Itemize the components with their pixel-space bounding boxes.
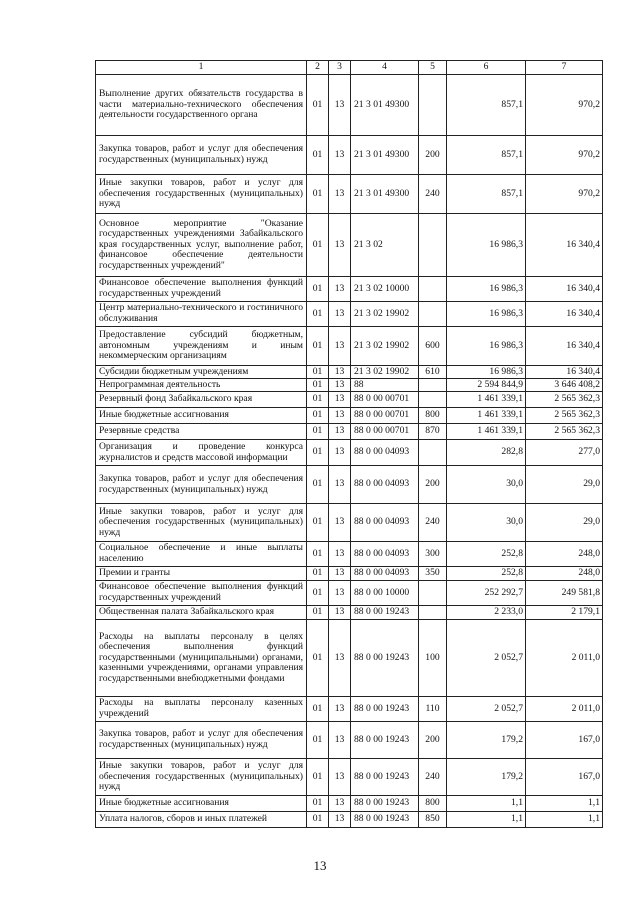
header-cell-7: 7 [526, 61, 603, 75]
row-target-code-cell: 21 3 02 19902 [351, 366, 419, 379]
table-row [96, 327, 603, 366]
row-target-code-cell: 88 0 00 19243 [351, 812, 419, 828]
row-amount-next-cell: 16 340,4 [526, 214, 603, 277]
table-body [96, 75, 603, 828]
row-amount-cell: 2 052,7 [447, 620, 526, 697]
row-amount-cell: 1,1 [447, 812, 526, 828]
row-section-cell: 01 [307, 466, 329, 504]
row-subsection-cell: 13 [329, 277, 351, 302]
row-section-cell: 01 [307, 75, 329, 136]
row-amount-next-cell: 16 340,4 [526, 327, 603, 366]
row-amount-cell: 1 461 339,1 [447, 408, 526, 424]
row-expense-type-cell: 350 [419, 567, 447, 581]
row-amount-next-cell: 16 340,4 [526, 366, 603, 379]
row-amount-next-cell: 16 340,4 [526, 277, 603, 302]
row-expense-type-cell: 300 [419, 542, 447, 567]
row-amount-cell: 252,8 [447, 542, 526, 567]
row-section-cell: 01 [307, 581, 329, 606]
row-subsection-cell: 13 [329, 392, 351, 408]
row-name-cell: Расходы на выплаты персоналу в целях обеспечения выполнения функций государственными (муниципальными) органами, казенными учреждениями, органами управления государственными внебюджетными фондами [96, 620, 307, 697]
row-expense-type-cell: 600 [419, 327, 447, 366]
row-amount-cell: 2 233,0 [447, 606, 526, 620]
table-row [96, 440, 603, 466]
row-target-code-cell: 88 [351, 379, 419, 392]
row-amount-cell: 30,0 [447, 466, 526, 504]
row-section-cell: 01 [307, 302, 329, 327]
row-subsection-cell: 13 [329, 466, 351, 504]
row-subsection-cell: 13 [329, 302, 351, 327]
row-subsection-cell: 13 [329, 424, 351, 440]
row-amount-cell: 2 594 844,9 [447, 379, 526, 392]
header-cell-6: 6 [447, 61, 526, 75]
row-expense-type-cell [419, 440, 447, 466]
row-expense-type-cell: 200 [419, 136, 447, 175]
row-subsection-cell: 13 [329, 175, 351, 214]
table-row [96, 542, 603, 567]
row-subsection-cell: 13 [329, 366, 351, 379]
row-amount-next-cell: 167,0 [526, 759, 603, 796]
row-target-code-cell: 88 0 00 04093 [351, 567, 419, 581]
row-name-cell: Непрограммная деятельность [96, 379, 307, 392]
row-name-cell: Иные закупки товаров, работ и услуг для обеспечения государственных (муниципальных) нужд [96, 175, 307, 214]
row-subsection-cell: 13 [329, 697, 351, 722]
table-row [96, 796, 603, 812]
row-subsection-cell: 13 [329, 136, 351, 175]
row-amount-cell: 16 986,3 [447, 302, 526, 327]
row-section-cell: 01 [307, 606, 329, 620]
row-name-cell: Иные закупки товаров, работ и услуг для обеспечения государственных (муниципальных) нужд [96, 504, 307, 542]
row-target-code-cell: 88 0 00 04093 [351, 440, 419, 466]
row-expense-type-cell [419, 302, 447, 327]
row-target-code-cell: 21 3 02 10000 [351, 277, 419, 302]
row-subsection-cell: 13 [329, 542, 351, 567]
row-expense-type-cell: 110 [419, 697, 447, 722]
row-name-cell: Общественная палата Забайкальского края [96, 606, 307, 620]
row-target-code-cell: 88 0 00 00701 [351, 408, 419, 424]
table-row [96, 504, 603, 542]
row-expense-type-cell: 240 [419, 175, 447, 214]
row-amount-next-cell: 29,0 [526, 504, 603, 542]
row-target-code-cell: 88 0 00 10000 [351, 581, 419, 606]
row-expense-type-cell [419, 379, 447, 392]
table-row [96, 408, 603, 424]
row-amount-cell: 252,8 [447, 567, 526, 581]
row-subsection-cell: 13 [329, 812, 351, 828]
row-amount-cell: 2 052,7 [447, 697, 526, 722]
row-target-code-cell: 88 0 00 19243 [351, 620, 419, 697]
row-expense-type-cell: 240 [419, 759, 447, 796]
row-amount-next-cell: 2 011,0 [526, 620, 603, 697]
row-amount-next-cell: 16 340,4 [526, 302, 603, 327]
row-section-cell: 01 [307, 542, 329, 567]
row-amount-cell: 1,1 [447, 796, 526, 812]
row-expense-type-cell: 100 [419, 620, 447, 697]
header-cell-1: 1 [96, 61, 307, 75]
table-row [96, 175, 603, 214]
row-amount-next-cell: 248,0 [526, 567, 603, 581]
row-amount-next-cell: 1,1 [526, 796, 603, 812]
row-amount-cell: 179,2 [447, 722, 526, 759]
row-name-cell: Закупка товаров, работ и услуг для обеспечения государственных (муниципальных) нужд [96, 466, 307, 504]
row-target-code-cell: 88 0 00 04093 [351, 504, 419, 542]
table-row [96, 366, 603, 379]
row-amount-next-cell: 2 011,0 [526, 697, 603, 722]
row-target-code-cell: 21 3 02 [351, 214, 419, 277]
row-expense-type-cell: 800 [419, 408, 447, 424]
row-expense-type-cell: 800 [419, 796, 447, 812]
row-amount-next-cell: 970,2 [526, 175, 603, 214]
table-row [96, 424, 603, 440]
row-name-cell: Организация и проведение конкурса журналистов и средств массовой информации [96, 440, 307, 466]
row-amount-next-cell: 2 179,1 [526, 606, 603, 620]
row-subsection-cell: 13 [329, 408, 351, 424]
row-expense-type-cell: 200 [419, 466, 447, 504]
table-row [96, 214, 603, 277]
row-name-cell: Основное мероприятие "Оказание государственных учреждениями Забайкальского края государственных услуг, выполнение работ, финансовое обеспечение деятельности государственных учреждений" [96, 214, 307, 277]
row-name-cell: Центр материально-технического и гостиничного обслуживания [96, 302, 307, 327]
row-name-cell: Финансовое обеспечение выполнения функций государственных учреждений [96, 277, 307, 302]
row-name-cell: Иные бюджетные ассигнования [96, 796, 307, 812]
table-row [96, 697, 603, 722]
row-expense-type-cell [419, 75, 447, 136]
table-row [96, 277, 603, 302]
row-name-cell: Резервные средства [96, 424, 307, 440]
row-expense-type-cell: 240 [419, 504, 447, 542]
row-name-cell: Финансовое обеспечение выполнения функций государственных учреждений [96, 581, 307, 606]
row-target-code-cell: 88 0 00 19243 [351, 796, 419, 812]
row-expense-type-cell: 200 [419, 722, 447, 759]
row-name-cell: Резервный фонд Забайкальского края [96, 392, 307, 408]
row-amount-next-cell: 1,1 [526, 812, 603, 828]
row-amount-next-cell: 2 565 362,3 [526, 408, 603, 424]
row-target-code-cell: 88 0 00 04093 [351, 542, 419, 567]
row-amount-cell: 1 461 339,1 [447, 424, 526, 440]
row-amount-cell: 16 986,3 [447, 366, 526, 379]
row-amount-next-cell: 167,0 [526, 722, 603, 759]
table-row [96, 606, 603, 620]
row-subsection-cell: 13 [329, 581, 351, 606]
row-name-cell: Уплата налогов, сборов и иных платежей [96, 812, 307, 828]
row-section-cell: 01 [307, 392, 329, 408]
row-name-cell: Иные закупки товаров, работ и услуг для обеспечения государственных (муниципальных) нужд [96, 759, 307, 796]
row-amount-next-cell: 970,2 [526, 75, 603, 136]
row-subsection-cell: 13 [329, 379, 351, 392]
row-section-cell: 01 [307, 440, 329, 466]
header-cell-3: 3 [329, 61, 351, 75]
row-amount-cell: 179,2 [447, 759, 526, 796]
row-section-cell: 01 [307, 327, 329, 366]
row-expense-type-cell [419, 392, 447, 408]
row-amount-next-cell: 248,0 [526, 542, 603, 567]
row-section-cell: 01 [307, 567, 329, 581]
row-amount-cell: 857,1 [447, 136, 526, 175]
row-section-cell: 01 [307, 408, 329, 424]
row-amount-cell: 252 292,7 [447, 581, 526, 606]
row-amount-cell: 857,1 [447, 175, 526, 214]
table-row [96, 581, 603, 606]
row-subsection-cell: 13 [329, 567, 351, 581]
row-section-cell: 01 [307, 812, 329, 828]
row-section-cell: 01 [307, 366, 329, 379]
table-row [96, 466, 603, 504]
row-amount-next-cell: 970,2 [526, 136, 603, 175]
row-section-cell: 01 [307, 175, 329, 214]
header-cell-4: 4 [351, 61, 419, 75]
row-target-code-cell: 88 0 00 19243 [351, 606, 419, 620]
row-section-cell: 01 [307, 620, 329, 697]
row-subsection-cell: 13 [329, 504, 351, 542]
header-row [96, 61, 603, 75]
row-target-code-cell: 88 0 00 04093 [351, 466, 419, 504]
row-target-code-cell: 88 0 00 19243 [351, 722, 419, 759]
header-cell-2: 2 [307, 61, 329, 75]
row-target-code-cell: 21 3 01 49300 [351, 136, 419, 175]
table-row [96, 379, 603, 392]
table-row [96, 722, 603, 759]
row-target-code-cell: 88 0 00 00701 [351, 392, 419, 408]
row-name-cell: Предоставление субсидий бюджетным, автономным учреждениям и иным некоммерческим организациям [96, 327, 307, 366]
row-section-cell: 01 [307, 424, 329, 440]
header-cell-5: 5 [419, 61, 447, 75]
row-target-code-cell: 88 0 00 00701 [351, 424, 419, 440]
row-expense-type-cell [419, 277, 447, 302]
row-name-cell: Расходы на выплаты персоналу казенных учреждений [96, 697, 307, 722]
table-row [96, 136, 603, 175]
row-expense-type-cell: 850 [419, 812, 447, 828]
row-target-code-cell: 21 3 02 19902 [351, 327, 419, 366]
row-section-cell: 01 [307, 722, 329, 759]
row-name-cell: Выполнение других обязательств государства в части материально-технического обеспечения деятельности государственного органа [96, 75, 307, 136]
row-subsection-cell: 13 [329, 620, 351, 697]
row-amount-next-cell: 249 581,8 [526, 581, 603, 606]
table-row [96, 75, 603, 136]
row-target-code-cell: 21 3 01 49300 [351, 175, 419, 214]
row-amount-cell: 282,8 [447, 440, 526, 466]
row-amount-next-cell: 277,0 [526, 440, 603, 466]
row-subsection-cell: 13 [329, 327, 351, 366]
row-section-cell: 01 [307, 136, 329, 175]
table-row [96, 759, 603, 796]
row-subsection-cell: 13 [329, 214, 351, 277]
row-amount-cell: 16 986,3 [447, 277, 526, 302]
row-expense-type-cell: 870 [419, 424, 447, 440]
row-target-code-cell: 88 0 00 19243 [351, 759, 419, 796]
row-subsection-cell: 13 [329, 606, 351, 620]
row-name-cell: Социальное обеспечение и иные выплаты населению [96, 542, 307, 567]
row-section-cell: 01 [307, 796, 329, 812]
row-name-cell: Закупка товаров, работ и услуг для обеспечения государственных (муниципальных) нужд [96, 136, 307, 175]
row-name-cell: Иные бюджетные ассигнования [96, 408, 307, 424]
row-section-cell: 01 [307, 214, 329, 277]
row-amount-next-cell: 3 646 408,2 [526, 379, 603, 392]
row-section-cell: 01 [307, 379, 329, 392]
row-expense-type-cell [419, 214, 447, 277]
row-expense-type-cell [419, 606, 447, 620]
row-amount-next-cell: 2 565 362,3 [526, 424, 603, 440]
row-amount-cell: 16 986,3 [447, 327, 526, 366]
row-section-cell: 01 [307, 759, 329, 796]
table-row [96, 567, 603, 581]
row-amount-next-cell: 2 565 362,3 [526, 392, 603, 408]
row-amount-cell: 1 461 339,1 [447, 392, 526, 408]
row-expense-type-cell [419, 581, 447, 606]
budget-table [95, 60, 603, 828]
row-name-cell: Субсидии бюджетным учреждениям [96, 366, 307, 379]
row-subsection-cell: 13 [329, 722, 351, 759]
row-amount-cell: 16 986,3 [447, 214, 526, 277]
row-section-cell: 01 [307, 277, 329, 302]
row-subsection-cell: 13 [329, 796, 351, 812]
row-target-code-cell: 88 0 00 19243 [351, 697, 419, 722]
row-subsection-cell: 13 [329, 759, 351, 796]
row-name-cell: Закупка товаров, работ и услуг для обеспечения государственных (муниципальных) нужд [96, 722, 307, 759]
row-section-cell: 01 [307, 504, 329, 542]
row-target-code-cell: 21 3 02 19902 [351, 302, 419, 327]
row-target-code-cell: 21 3 01 49300 [351, 75, 419, 136]
table-row [96, 620, 603, 697]
row-subsection-cell: 13 [329, 75, 351, 136]
row-amount-next-cell: 29,0 [526, 466, 603, 504]
row-name-cell: Премии и гранты [96, 567, 307, 581]
row-expense-type-cell: 610 [419, 366, 447, 379]
page-number: 13 [313, 858, 327, 873]
row-section-cell: 01 [307, 697, 329, 722]
row-amount-cell: 857,1 [447, 75, 526, 136]
row-subsection-cell: 13 [329, 440, 351, 466]
table-row [96, 392, 603, 408]
table-row [96, 812, 603, 828]
table-row [96, 302, 603, 327]
row-amount-cell: 30,0 [447, 504, 526, 542]
